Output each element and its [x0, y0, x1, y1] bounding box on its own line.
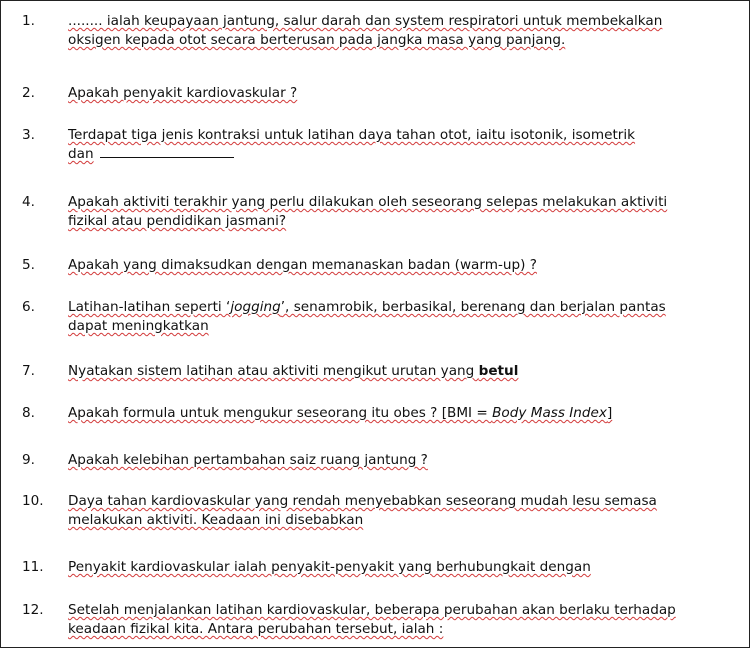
question-number: 5. — [22, 257, 35, 273]
question-number: 2. — [22, 85, 35, 101]
question-text-line: Apakah kelebihan pertambahan saiz ruang jantung ? — [68, 452, 428, 468]
question-text-line: Latihan-latihan seperti ‘jogging’, senamrobik, berbasikal, berenang dan berjalan pantas — [68, 299, 666, 315]
question-text-line: oksigen kepada otot secara berterusan pada jangka masa yang panjang. — [68, 32, 566, 48]
question-text-line: Nyatakan sistem latihan atau aktiviti mengikut urutan yang betul — [68, 363, 519, 379]
question-text-line: ........ ialah keupayaan jantung, salur darah dan system respiratori untuk membekalkan — [68, 13, 663, 29]
question-text-line: Apakah penyakit kardiovaskular ? — [68, 85, 298, 101]
question-text-line: Terdapat tiga jenis kontraksi untuk latihan daya tahan otot, iaitu isotonik, isometrik — [68, 127, 636, 143]
question-text-line: Penyakit kardiovaskular ialah penyakit-penyakit yang berhubungkait dengan — [68, 559, 591, 575]
question-number: 12. — [22, 602, 44, 618]
question-number: 10. — [22, 493, 44, 509]
italic-term: jogging — [230, 299, 281, 315]
question-number: 4. — [22, 194, 35, 210]
question-text-line: Setelah menjalankan latihan kardiovaskular, beberapa perubahan akan berlaku terhadap — [68, 602, 676, 618]
question-number: 6. — [22, 299, 35, 315]
question-number: 8. — [22, 405, 35, 421]
question-text-line: keadaan fizikal kita. Antara perubahan tersebut, ialah : — [68, 621, 444, 637]
question-number: 1. — [22, 13, 35, 29]
bold-term: betul — [478, 363, 519, 379]
question-number: 11. — [22, 559, 44, 575]
question-text-line: melakukan aktiviti. Keadaan ini disebabkan — [68, 512, 364, 528]
question-text-line: Apakah aktiviti terakhir yang perlu dilakukan oleh seseorang selepas melakukan aktiviti — [68, 194, 668, 210]
question-text-line: Apakah yang dimaksudkan dengan memanaskan badan (warm-up) ? — [68, 257, 537, 273]
answer-blank — [100, 145, 234, 158]
question-number: 3. — [22, 127, 35, 143]
question-text-line: Apakah formula untuk mengukur seseorang itu obes ? [BMI = Body Mass Index] — [68, 405, 613, 421]
question-text-line: fizikal atau pendidikan jasmani? — [68, 213, 287, 229]
question-number: 9. — [22, 452, 35, 468]
question-text-line: dan — [68, 146, 94, 162]
question-text-line: Daya tahan kardiovaskular yang rendah menyebabkan seseorang mudah lesu semasa — [68, 493, 657, 509]
question-text-line: dapat meningkatkan — [68, 318, 209, 334]
question-number: 7. — [22, 363, 35, 379]
italic-term: Body Mass Index — [492, 405, 607, 421]
